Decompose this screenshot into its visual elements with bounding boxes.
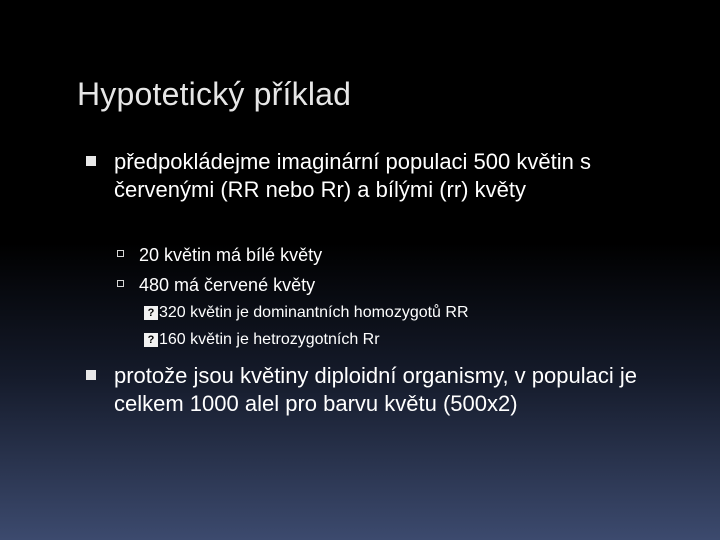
sub-bullet-text: 480 má červené květy	[139, 275, 316, 295]
sub-sub-bullet-text: 320 květin je dominantních homozygotů RR	[159, 304, 469, 321]
hollow-square-bullet-icon	[117, 280, 124, 287]
slide-title: Hypotetický příklad	[77, 76, 352, 112]
sub-bullet-text: 20 květin má bílé květy	[139, 245, 323, 265]
bullet-text: předpokládejme imaginární populaci 500 květin s červenými (RR nebo Rr) a bílými (rr) květy	[114, 149, 591, 202]
missing-glyph-icon: ?	[144, 333, 158, 347]
sub-sub-bullet-text: 160 květin je hetrozygotních Rr	[159, 331, 380, 348]
missing-glyph-icon: ?	[144, 306, 158, 320]
square-bullet-icon	[86, 370, 96, 380]
square-bullet-icon	[86, 156, 96, 166]
bullet-text: protože jsou květiny diploidní organismy, v populaci je celkem 1000 alel pro barvu květu (500x2)	[114, 363, 637, 416]
hollow-square-bullet-icon	[117, 250, 124, 257]
